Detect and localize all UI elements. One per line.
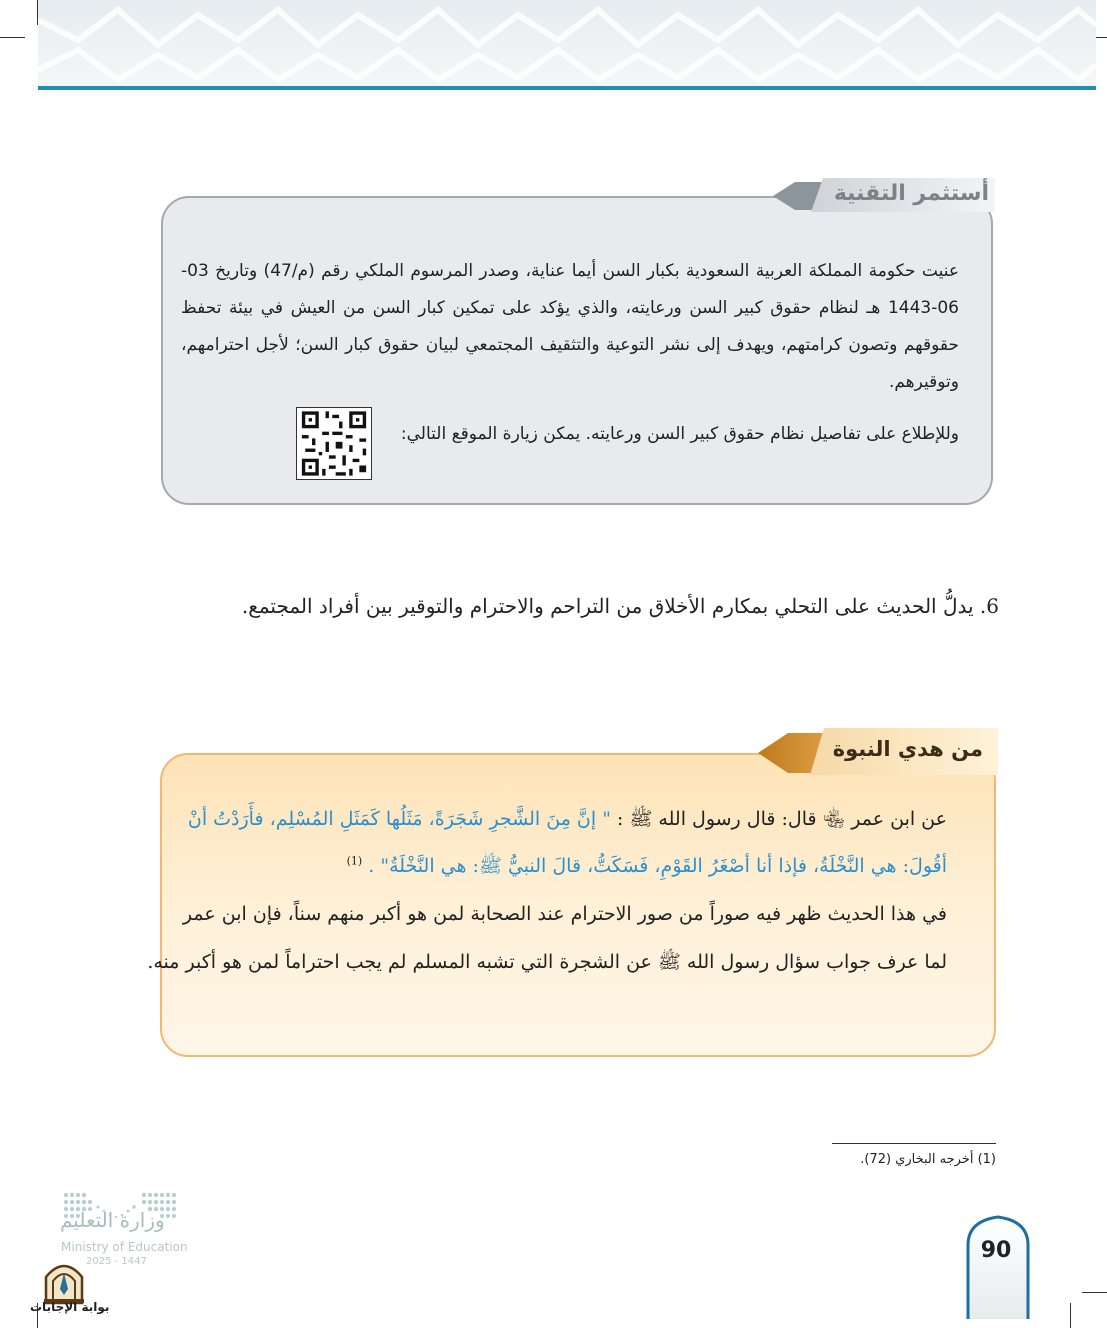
- hadith-line-4: لما عرف جواب سؤال رسول الله ﷺ عن الشجرة التي تشبه المسلم لم يجب احتراماً لمن هو أكبر منه.: [147, 951, 947, 973]
- header-pattern: [38, 0, 1096, 86]
- point-number: 6.: [979, 594, 999, 618]
- ministry-name-ar: وزارة التعليم: [60, 1208, 165, 1232]
- hadith-title: من هدي النبوة: [832, 737, 983, 761]
- qr-code[interactable]: [296, 407, 372, 480]
- point-text: يدلُّ الحديث على التحلي بمكارم الأخلاق من التراحم والاحترام والتوقير بين أفراد المجتمع.: [241, 594, 974, 618]
- page-number-tab: [966, 1215, 1030, 1319]
- footnote-rule: [832, 1143, 996, 1144]
- portal-label: بوابة الإجابات: [30, 1300, 110, 1314]
- ministry-year: 2025 - 1447: [86, 1256, 147, 1267]
- hadith-line-2: [347, 854, 947, 882]
- hadith-quote-2: أقُولَ: هي النَّخْلَةُ، فإذا أنا أصْغَرُ القَوْمِ، فَسَكَتُّ، قالَ النبيُّ ﷺ: هي النَّخْلَةُ" .: [368, 855, 947, 877]
- crop-mark: [1082, 1292, 1107, 1293]
- invest-paragraph: عنيت حكومة المملكة العربية السعودية بكبار السن أيما عناية، وصدر المرسوم الملكي رقم (م/47) وتاريخ 03-06-1443 هـ لنظام حقوق كبير السن ورعايته، والذي يؤكد على تمكين كبار السن من العيش في بيئة تحفظ حقوقهم وتصون كرامتهم، ويهدف إلى نشر التوعية والتثقيف المجتمعي لبيان حقوق كبار السن؛ لأجل احترامهم، وتوقيرهم.: [181, 261, 959, 392]
- invest-title: أستثمر التقنية: [833, 181, 989, 206]
- point-6: [242, 594, 999, 618]
- crop-mark: [1070, 1303, 1071, 1328]
- hadith-line-1: [188, 807, 947, 835]
- portal-logo-icon: [40, 1255, 88, 1305]
- hadith-quote-1: " إنَّ مِنَ الشَّجرِ شَجَرَةً، مَثَلُها كَمَثَلِ المُسْلِم، فأَرَدْتُ أنْ: [187, 808, 611, 830]
- ministry-name-en: Ministry of Education: [61, 1240, 188, 1254]
- header-rule: [38, 86, 1096, 90]
- hadith-footnote-ref: (1): [346, 854, 363, 868]
- hadith-intro: عن ابن عمر ﵄ قال: قال رسول الله ﷺ :: [617, 808, 947, 830]
- hadith-line-3: في هذا الحديث ظهر فيه صوراً من صور الاحترام عند الصحابة لمن هو أكبر منهم سناً، فإن ابن عمر: [182, 903, 947, 925]
- crop-mark: [0, 37, 25, 38]
- footnote: (1) أخرجه البخاري (72).: [860, 1152, 996, 1167]
- page-number: 90: [980, 1238, 1012, 1263]
- qr-instruction: وللإطلاع على تفاصيل نظام حقوق كبير السن ورعايته. يمكن زيارة الموقع التالي:: [400, 424, 959, 444]
